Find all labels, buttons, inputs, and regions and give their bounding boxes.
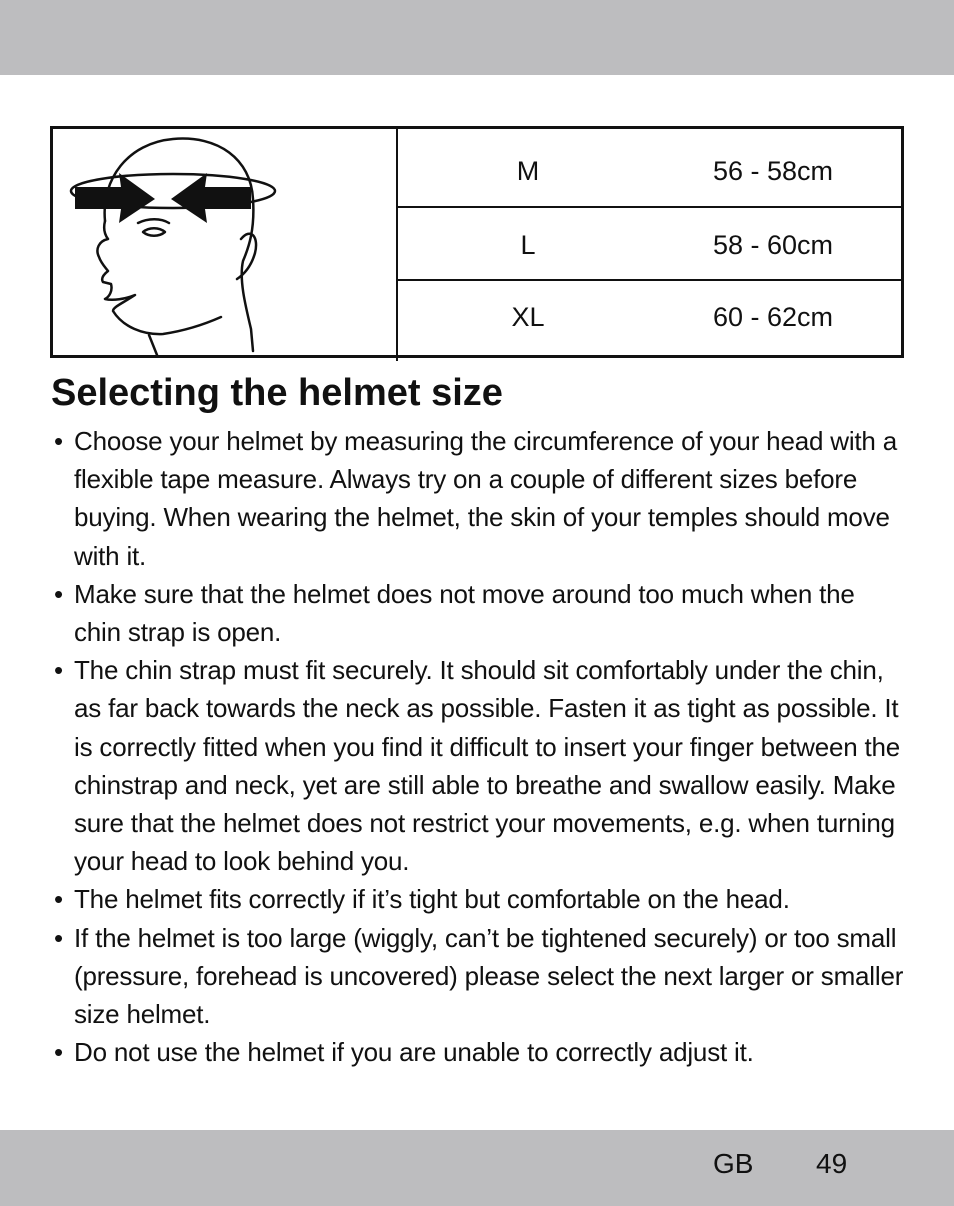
list-item — [54, 919, 904, 1034]
size-table — [50, 126, 904, 358]
size-label: M — [516, 156, 540, 186]
bullet-marker: • — [54, 922, 63, 953]
size-row-l — [398, 209, 901, 281]
bullet-marker: • — [54, 426, 63, 456]
list-item-text: If the helmet is too large (wiggly, can’t be tightened securely) or too small (pressure, forehead is uncovered) please select the next larger or smaller size helmet. — [74, 922, 904, 1030]
list-item — [54, 880, 904, 918]
section-heading: Selecting the helmet size — [51, 372, 503, 414]
size-range: 60 - 62cm — [713, 302, 834, 332]
list-item — [54, 1033, 904, 1071]
size-row-xl — [398, 281, 901, 353]
list-item-text: The helmet fits correctly if it’s tight but comfortable on the head. — [74, 884, 790, 915]
bullet-marker: • — [54, 655, 63, 686]
bullet-marker: • — [54, 578, 63, 609]
bullet-marker: • — [54, 884, 63, 915]
instruction-list — [54, 422, 904, 1071]
list-item-text: Make sure that the helmet does not move around too much when the chin strap is open. — [74, 578, 855, 648]
list-item — [54, 651, 904, 880]
list-item-text: The chin strap must fit securely. It should sit comfortably under the chin, as far back towards the neck as possible. Fasten it as tight as possible. It is correctly fitted when you find it difficult to insert your finger between the chinstrap and neck, yet are still able to breathe and swallow easily. Make sure that the helmet does not restrict your movements, e.g. when turning your head to look behind you. — [74, 655, 901, 877]
list-item-text: Choose your helmet by measuring the circumference of your head with a flexible tape measure. Always try on a couple of different sizes before buying. When wearing the helmet, the skin of your temples should move with it. — [74, 426, 897, 571]
bullet-marker: • — [54, 1037, 63, 1068]
page-number: 49 — [816, 1148, 848, 1179]
size-row-m — [398, 135, 901, 207]
row-divider — [398, 206, 901, 208]
size-range: 56 - 58cm — [713, 156, 834, 186]
list-item — [54, 575, 904, 651]
footer-band — [0, 1130, 954, 1206]
size-label: XL — [511, 302, 545, 332]
header-band — [0, 0, 954, 75]
size-label: L — [520, 230, 536, 260]
list-item — [54, 422, 904, 575]
footer-language: GB — [713, 1148, 754, 1179]
size-range: 58 - 60cm — [713, 230, 834, 260]
head-measurement-illustration — [53, 129, 396, 355]
list-item-text: Do not use the helmet if you are unable to correctly adjust it. — [74, 1037, 754, 1068]
